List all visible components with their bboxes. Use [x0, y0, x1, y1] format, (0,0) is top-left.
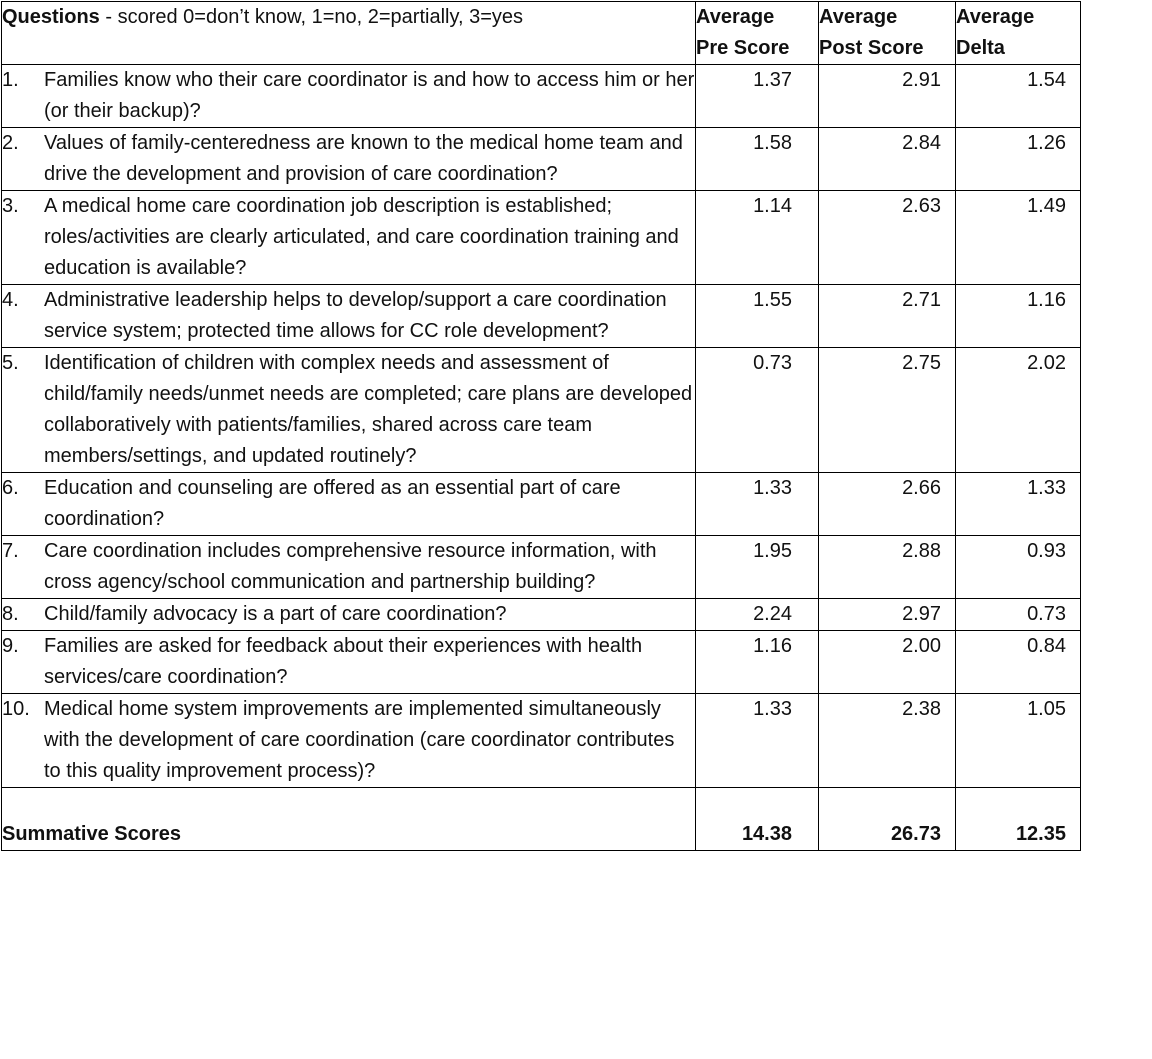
question-cell [2, 128, 696, 191]
questions-header [2, 2, 696, 65]
pre-score-cell: 1.95 [696, 536, 819, 599]
summary-delta: 12.35 [956, 788, 1081, 851]
question-number: 9. [2, 635, 19, 657]
question-cell [2, 473, 696, 536]
summary-label: Summative Scores [2, 788, 696, 851]
question-text: Education and counseling are offered as an essential part of care coordination? [44, 477, 621, 530]
pre-score-cell: 1.33 [696, 473, 819, 536]
pre-score-cell: 1.58 [696, 128, 819, 191]
question-number: 4. [2, 289, 19, 311]
pre-score-header [696, 2, 819, 65]
question-cell [2, 285, 696, 348]
post-score-cell: 2.63 [819, 191, 956, 285]
post-score-cell: 2.84 [819, 128, 956, 191]
question-number: 6. [2, 477, 19, 499]
post-score-header [819, 2, 956, 65]
delta-header [956, 2, 1081, 65]
question-number: 8. [2, 603, 19, 625]
question-text: Families are asked for feedback about their experiences with health services/care coordination? [44, 635, 643, 688]
pre-score-cell: 1.14 [696, 191, 819, 285]
summary-row [2, 788, 1081, 851]
delta-cell: 2.02 [956, 348, 1081, 473]
pre-score-cell: 1.37 [696, 65, 819, 128]
delta-header-line2: Delta [956, 37, 1005, 59]
question-cell [2, 599, 696, 631]
table-row [2, 694, 1081, 788]
question-number: 2. [2, 132, 19, 154]
table-row [2, 65, 1081, 128]
delta-cell: 1.49 [956, 191, 1081, 285]
pre-score-cell: 1.16 [696, 631, 819, 694]
delta-cell: 0.73 [956, 599, 1081, 631]
question-number: 3. [2, 195, 19, 217]
post-score-cell: 2.75 [819, 348, 956, 473]
post-score-header-line1: Average [819, 6, 898, 28]
table-row [2, 536, 1081, 599]
scores-table [1, 1, 1081, 851]
post-score-cell: 2.66 [819, 473, 956, 536]
question-text: Care coordination includes comprehensive resource information, with cross agency/school communication and partnership building? [44, 540, 657, 593]
question-cell [2, 191, 696, 285]
pre-score-cell: 0.73 [696, 348, 819, 473]
table-row [2, 599, 1081, 631]
delta-cell: 1.54 [956, 65, 1081, 128]
delta-header-line1: Average [956, 6, 1035, 28]
question-number: 5. [2, 352, 19, 374]
question-text: Families know who their care coordinator is and how to access him or her (or their backup)? [44, 69, 695, 122]
table-row [2, 191, 1081, 285]
summary-pre-score: 14.38 [696, 788, 819, 851]
pre-score-cell: 2.24 [696, 599, 819, 631]
pre-score-cell: 1.33 [696, 694, 819, 788]
question-number: 1. [2, 69, 19, 91]
question-text: Administrative leadership helps to develop/support a care coordination service system; protected time allows for CC role development? [44, 289, 667, 342]
question-text: Medical home system improvements are implemented simultaneously with the development of care coordination (care coordinator contributes to this quality improvement process)? [44, 698, 675, 782]
question-cell [2, 631, 696, 694]
post-score-cell: 2.00 [819, 631, 956, 694]
delta-cell: 1.05 [956, 694, 1081, 788]
pre-score-header-line2: Pre Score [696, 37, 790, 59]
post-score-cell: 2.71 [819, 285, 956, 348]
question-cell [2, 65, 696, 128]
post-score-cell: 2.91 [819, 65, 956, 128]
post-score-cell: 2.38 [819, 694, 956, 788]
question-cell [2, 536, 696, 599]
table-row [2, 128, 1081, 191]
summary-post-score: 26.73 [819, 788, 956, 851]
question-number: 10. [2, 698, 30, 720]
pre-score-header-line1: Average [696, 6, 775, 28]
post-score-cell: 2.88 [819, 536, 956, 599]
table-row [2, 348, 1081, 473]
table-row [2, 285, 1081, 348]
header-row [2, 2, 1081, 65]
delta-cell: 1.33 [956, 473, 1081, 536]
question-text: Child/family advocacy is a part of care coordination? [44, 603, 507, 625]
question-number: 7. [2, 540, 19, 562]
delta-cell: 0.93 [956, 536, 1081, 599]
pre-score-cell: 1.55 [696, 285, 819, 348]
delta-cell: 0.84 [956, 631, 1081, 694]
questions-header-scale: - scored 0=don’t know, 1=no, 2=partially, 3=yes [99, 6, 524, 28]
table-row [2, 631, 1081, 694]
questions-header-bold: Questions [2, 6, 100, 28]
question-text: Identification of children with complex needs and assessment of child/family needs/unmet needs are completed; care plans are developed collaboratively with patients/families, shared across care team members/settings, and updated routinely? [44, 352, 693, 467]
post-score-header-line2: Post Score [819, 37, 924, 59]
table-body [2, 65, 1081, 788]
post-score-cell: 2.97 [819, 599, 956, 631]
question-cell [2, 694, 696, 788]
question-text: Values of family-centeredness are known to the medical home team and drive the development and provision of care coordination? [44, 132, 683, 185]
delta-cell: 1.16 [956, 285, 1081, 348]
question-text: A medical home care coordination job description is established; roles/activities are clearly articulated, and care coordination training and education is available? [44, 195, 679, 279]
delta-cell: 1.26 [956, 128, 1081, 191]
table-row [2, 473, 1081, 536]
question-cell [2, 348, 696, 473]
